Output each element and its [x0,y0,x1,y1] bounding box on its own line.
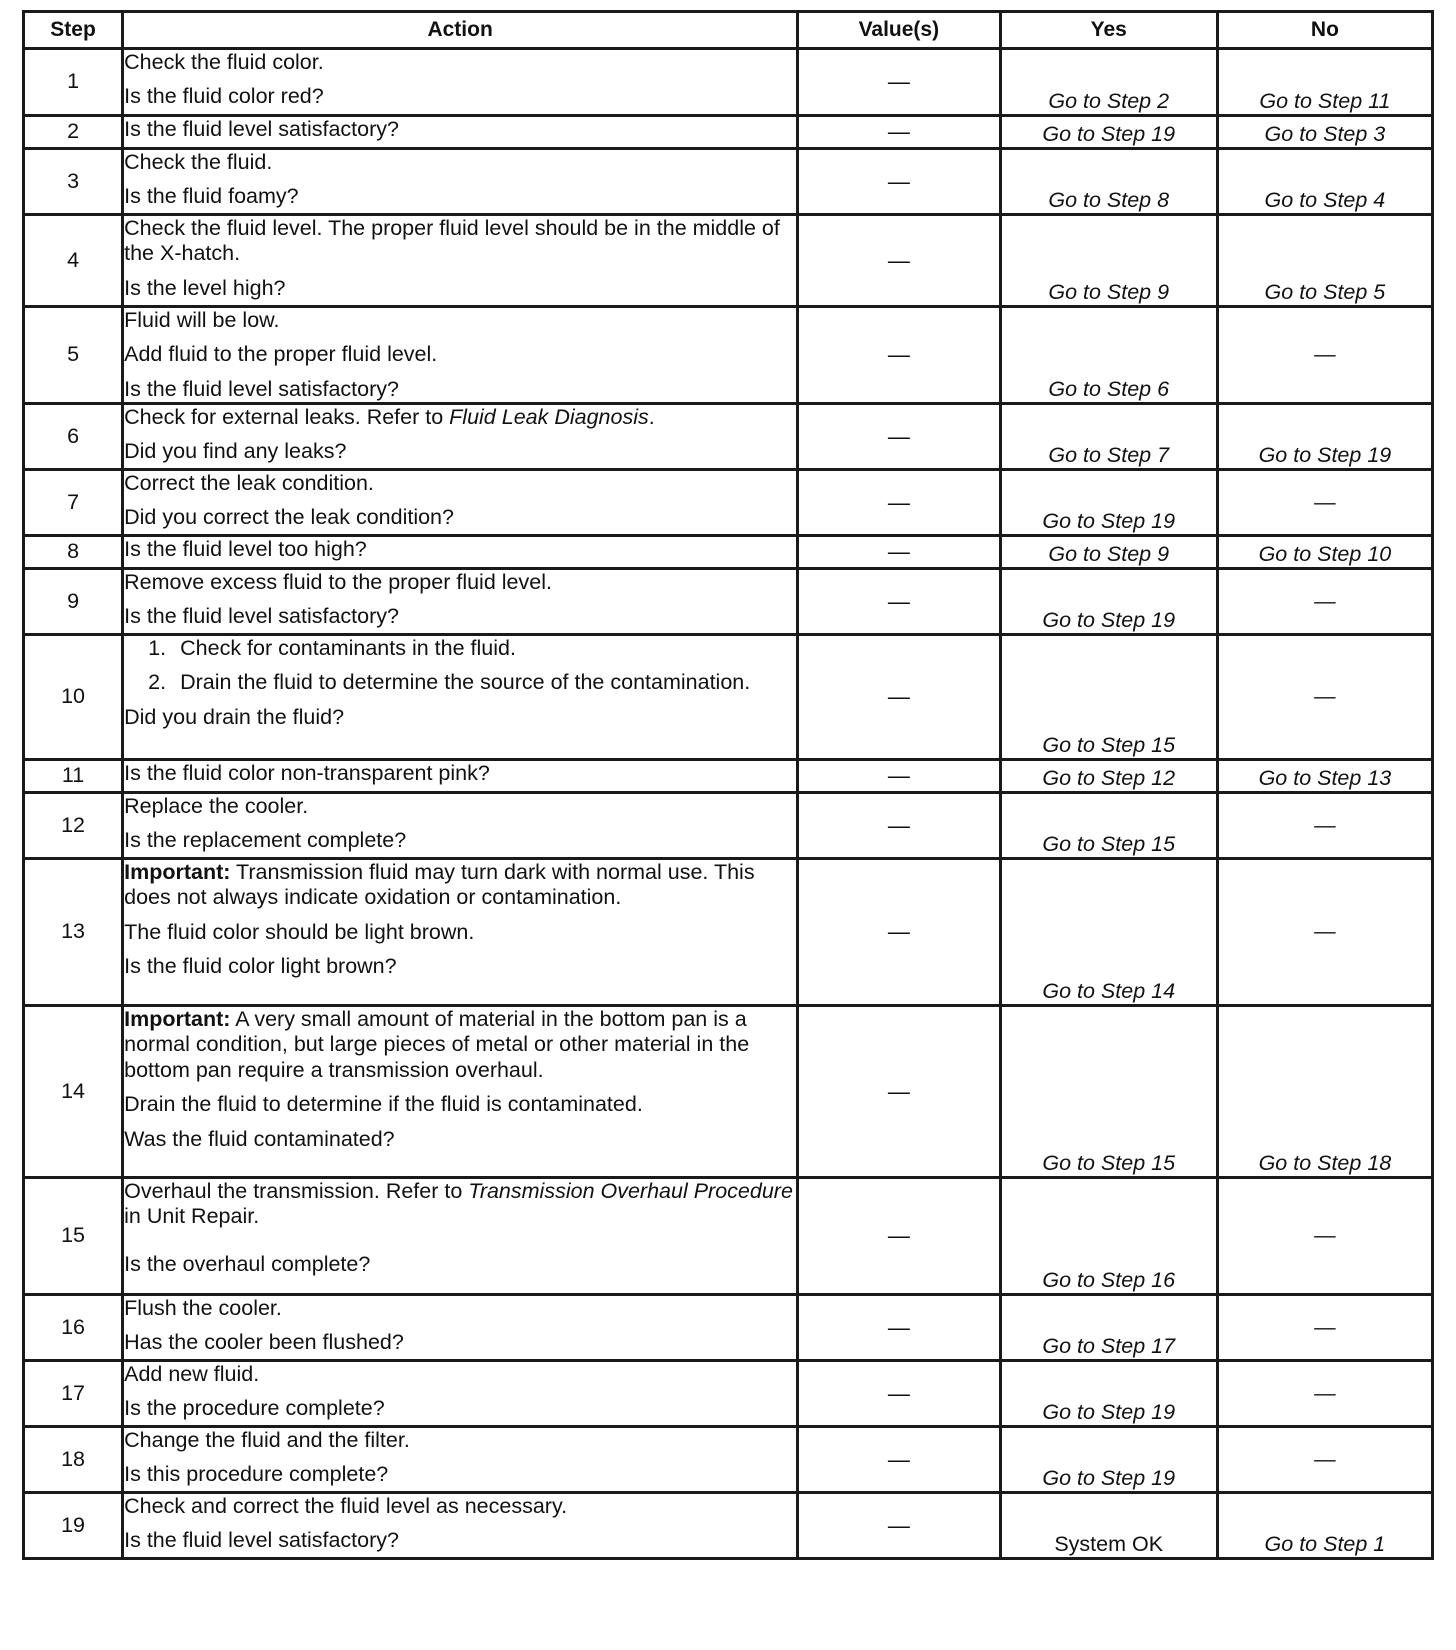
action-cell [123,1295,798,1361]
yes-goto: Go to Step 8 [1048,187,1170,212]
no-dash: — [1314,1380,1336,1405]
step-number: 15 [24,1178,123,1295]
yes-goto: Go to Step 19 [1042,1465,1176,1490]
action-text-after: in Unit Repair. [124,1204,260,1229]
action-cell [123,404,798,470]
reference-link[interactable]: Fluid Leak Diagnosis [449,405,649,430]
no-cell [1217,569,1432,635]
table-row [24,536,1433,569]
action-text: Check the fluid. [124,150,273,174]
yes-cell [1000,307,1217,404]
table-row [24,1361,1433,1427]
yes-cell [1000,215,1217,307]
step-number: 13 [24,859,123,1006]
action-cell [123,760,798,793]
step-number: 3 [24,149,123,215]
table-row [24,760,1433,793]
action-cell [123,49,798,116]
yes-goto: Go to Step 19 [1042,607,1176,632]
no-cell [1217,470,1432,536]
no-cell [1217,793,1432,859]
step-number: 17 [24,1361,123,1427]
important-label: Important: [124,1007,231,1032]
value-cell: — [798,470,1000,536]
no-cell [1217,760,1432,793]
action-question: Did you find any leaks? [124,439,347,464]
action-text: Add fluid to the proper fluid level. [124,342,438,367]
yes-cell [1000,635,1217,760]
header-no: No [1217,12,1432,49]
action-cell [123,215,798,307]
action-question: Did you drain the fluid? [124,704,345,729]
value-cell: — [798,859,1000,1006]
action-text-before: Check for external leaks. Refer to [124,405,450,430]
action-question: Is the fluid level satisfactory? [124,117,399,141]
action-question: Has the cooler been flushed? [124,1330,404,1355]
important-text: Transmission fluid may turn dark with normal use. This does not always indicate oxidation or contamination. [124,860,755,910]
list-item-number: 2. [148,670,167,695]
list-item-text: Check for contaminants in the fluid. [180,636,516,661]
yes-result: System OK [1054,1531,1164,1556]
no-dash: — [1314,812,1336,837]
no-cell [1217,404,1432,470]
important-note [124,1007,796,1083]
step-number: 8 [24,536,123,569]
value-cell: — [798,793,1000,859]
yes-cell [1000,1427,1217,1493]
list-item [148,636,796,661]
no-cell [1217,859,1432,1006]
yes-cell [1000,760,1217,793]
yes-cell [1000,1178,1217,1295]
no-dash: — [1314,1314,1336,1339]
value-cell: — [798,1295,1000,1361]
value-cell: — [798,307,1000,404]
value-cell: — [798,1178,1000,1295]
value-cell: — [798,536,1000,569]
action-text-after: . [648,405,655,430]
table-row [24,470,1433,536]
action-cell [123,1361,798,1427]
value-cell: — [798,1361,1000,1427]
yes-cell [1000,470,1217,536]
action-cell [123,859,798,1006]
value-cell: — [798,1427,1000,1493]
no-dash: — [1314,588,1336,613]
no-dash: — [1314,342,1336,367]
yes-goto: Go to Step 6 [1048,376,1170,401]
action-text: Drain the fluid to determine if the fluid is contaminated. [124,1092,643,1117]
step-number: 9 [24,569,123,635]
table-row [24,1295,1433,1361]
no-dash: — [1314,919,1336,944]
no-cell [1217,215,1432,307]
action-question: Is the level high? [124,275,286,300]
action-text: Add new fluid. [124,1362,260,1387]
action-question: Is the fluid color non-transparent pink? [124,761,490,786]
table-row [24,569,1433,635]
reference-link[interactable]: Transmission Overhaul Procedure [468,1179,793,1204]
step-number: 10 [24,635,123,760]
step-number: 16 [24,1295,123,1361]
yes-goto: Go to Step 15 [1042,831,1176,856]
action-cell [123,569,798,635]
step-number: 19 [24,1493,123,1559]
list-item-number: 1. [148,636,167,661]
yes-cell [1000,1361,1217,1427]
action-question: Is the fluid level too high? [124,537,367,562]
yes-goto: Go to Step 12 [1042,765,1176,790]
yes-cell [1000,569,1217,635]
action-text: Check the fluid level. The proper fluid level should be in the middle of the X-hatch. [124,216,780,266]
action-question: Is the fluid color red? [124,84,324,109]
value-cell: — [798,49,1000,116]
table-row [24,1006,1433,1178]
yes-cell [1000,793,1217,859]
action-cell [123,536,798,569]
yes-cell [1000,1493,1217,1559]
step-number: 5 [24,307,123,404]
action-text: The fluid color should be light brown. [124,919,475,944]
no-cell [1217,49,1432,116]
no-goto: Go to Step 3 [1264,121,1386,146]
action-question: Was the fluid contaminated? [124,1126,395,1151]
action-text: Correct the leak condition. [124,471,374,496]
action-cell [123,149,798,215]
no-cell [1217,1295,1432,1361]
no-goto: Go to Step 13 [1258,765,1392,790]
yes-cell [1000,116,1217,149]
header-values: Value(s) [798,12,1000,49]
value-cell: — [798,1493,1000,1559]
table-row [24,1178,1433,1295]
action-cell [123,307,798,404]
action-cell [123,1006,798,1178]
no-goto: Go to Step 1 [1264,1531,1386,1556]
yes-goto: Go to Step 9 [1048,279,1170,304]
no-cell [1217,1361,1432,1427]
important-label: Important: [124,860,231,885]
no-goto: Go to Step 10 [1258,541,1392,566]
action-text-before: Overhaul the transmission. Refer to [124,1179,469,1204]
no-goto: Go to Step 19 [1258,442,1392,467]
action-text: Change the fluid and the filter. [124,1428,410,1453]
action-text: Fluid will be low. [124,308,280,332]
yes-cell [1000,1006,1217,1178]
no-dash: — [1314,1223,1336,1248]
action-question: Is the fluid level satisfactory? [124,1528,399,1553]
yes-goto: Go to Step 15 [1042,732,1176,757]
table-row [24,307,1433,404]
yes-goto: Go to Step 2 [1048,88,1170,113]
action-cell [123,635,798,760]
table-row [24,859,1433,1006]
action-text: Check the fluid color. [124,50,324,74]
action-question: Is the fluid foamy? [124,184,299,209]
yes-goto: Go to Step 16 [1042,1267,1176,1292]
table-row [24,793,1433,859]
action-question: Is the replacement complete? [124,828,407,853]
no-goto: Go to Step 4 [1264,187,1386,212]
header-step: Step [24,12,123,49]
no-cell [1217,536,1432,569]
table-row [24,215,1433,307]
action-text [124,405,796,430]
action-text: Remove excess fluid to the proper fluid level. [124,570,552,595]
table-row [24,635,1433,760]
no-cell [1217,116,1432,149]
step-number: 6 [24,404,123,470]
action-cell [123,116,798,149]
step-number: 1 [24,49,123,116]
table-row [24,116,1433,149]
step-number: 12 [24,793,123,859]
important-note [124,860,796,911]
value-cell: — [798,760,1000,793]
table-row [24,149,1433,215]
table-row [24,1427,1433,1493]
yes-cell [1000,1295,1217,1361]
yes-goto: Go to Step 17 [1042,1333,1176,1358]
action-text [124,1179,796,1230]
no-goto: Go to Step 18 [1258,1150,1392,1175]
step-number: 7 [24,470,123,536]
table-row [24,404,1433,470]
no-cell [1217,149,1432,215]
action-question: Is the fluid level satisfactory? [124,604,399,629]
step-number: 4 [24,215,123,307]
step-number: 18 [24,1427,123,1493]
no-goto: Go to Step 11 [1259,88,1391,113]
no-cell [1217,1178,1432,1295]
action-text: Check and correct the fluid level as necessary. [124,1494,568,1519]
yes-goto: Go to Step 7 [1048,442,1170,467]
step-number: 11 [24,760,123,793]
value-cell: — [798,149,1000,215]
no-cell [1217,635,1432,760]
no-goto: Go to Step 5 [1264,279,1386,304]
step-number: 2 [24,116,123,149]
action-question: Is the fluid level satisfactory? [124,376,399,401]
action-cell [123,1427,798,1493]
action-question: Is this procedure complete? [124,1462,389,1487]
yes-cell [1000,536,1217,569]
table-row [24,1493,1433,1559]
value-cell: — [798,215,1000,307]
action-question: Did you correct the leak condition? [124,505,454,530]
header-action: Action [123,12,798,49]
no-dash: — [1314,684,1336,709]
no-cell [1217,307,1432,404]
diagnostic-table [22,10,1434,1560]
value-cell: — [798,569,1000,635]
value-cell: — [798,116,1000,149]
value-cell: — [798,404,1000,470]
no-cell [1217,1493,1432,1559]
action-cell [123,470,798,536]
action-text: Flush the cooler. [124,1296,282,1321]
yes-cell [1000,149,1217,215]
header-yes: Yes [1000,12,1217,49]
action-question: Is the procedure complete? [124,1396,385,1421]
action-text: Replace the cooler. [124,794,309,819]
no-cell [1217,1427,1432,1493]
no-dash: — [1314,489,1336,514]
header-row [24,12,1433,49]
value-cell: — [798,1006,1000,1178]
yes-goto: Go to Step 19 [1042,121,1176,146]
list-item [148,670,796,695]
yes-cell [1000,404,1217,470]
yes-goto: Go to Step 9 [1048,541,1170,566]
action-cell [123,793,798,859]
action-question: Is the overhaul complete? [124,1251,371,1276]
yes-cell [1000,49,1217,116]
yes-goto: Go to Step 15 [1042,1150,1176,1175]
action-cell [123,1178,798,1295]
no-cell [1217,1006,1432,1178]
yes-goto: Go to Step 19 [1042,1399,1176,1424]
yes-goto: Go to Step 19 [1042,508,1176,533]
spacer [124,1230,796,1252]
table-row [24,49,1433,116]
no-dash: — [1314,1446,1336,1471]
yes-cell [1000,859,1217,1006]
action-cell [123,1493,798,1559]
value-cell: — [798,635,1000,760]
important-text: A very small amount of material in the bottom pan is a normal condition, but large pieces of metal or other material in the bottom pan require a transmission overhaul. [124,1007,750,1082]
action-question: Is the fluid color light brown? [124,954,397,979]
yes-goto: Go to Step 14 [1042,978,1176,1003]
list-item-text: Drain the fluid to determine the source of the contamination. [180,670,751,695]
step-number: 14 [24,1006,123,1178]
